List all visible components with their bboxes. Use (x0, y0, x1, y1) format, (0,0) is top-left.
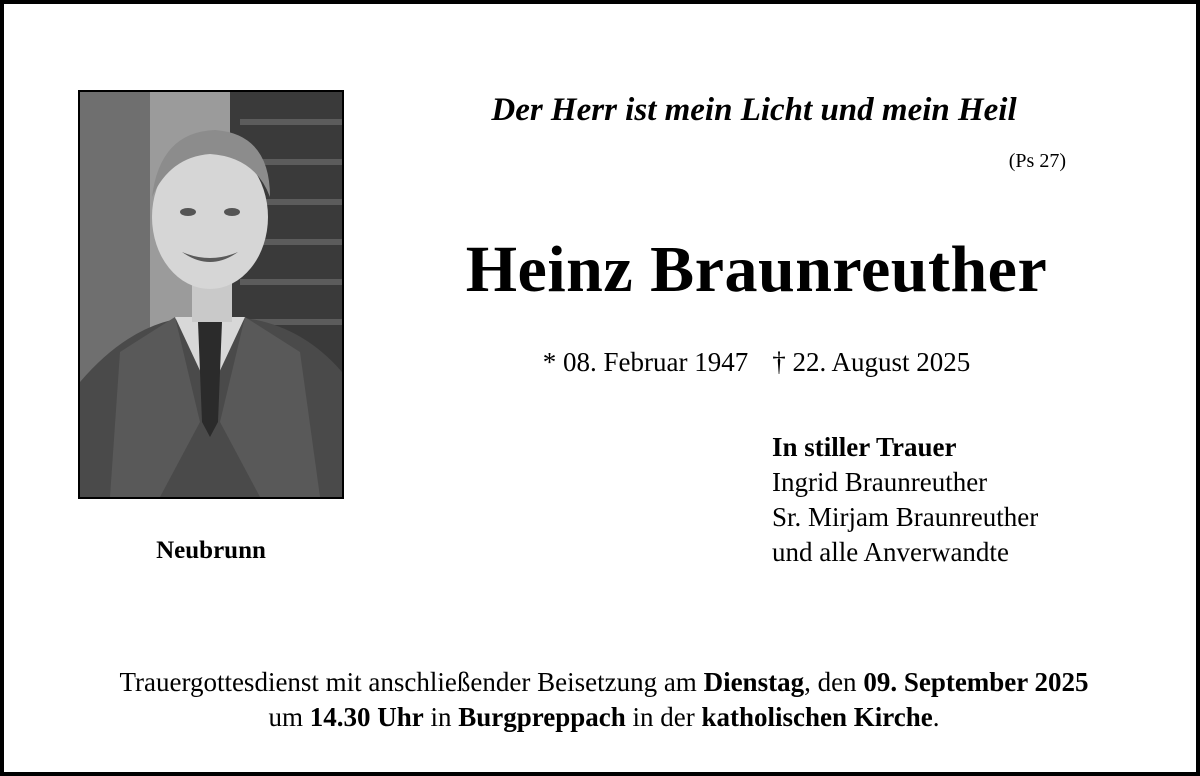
mourner-name: Ingrid Braunreuther (772, 467, 988, 497)
motto-reference: (Ps 27) (1008, 150, 1066, 172)
service-text: in (423, 702, 459, 732)
motto-verse: Der Herr ist mein Licht und mein Heil (491, 92, 1017, 128)
service-line-1 (24, 665, 1184, 700)
service-time: 14.30 Uhr (309, 702, 424, 732)
deceased-name: Heinz Braunreuther (465, 233, 1048, 306)
mourner-name: Sr. Mirjam Braunreuther (772, 502, 1039, 532)
service-line-2 (24, 700, 1184, 735)
life-dates (384, 347, 1129, 378)
service-text: , den (804, 667, 864, 697)
mourners-block (772, 430, 1038, 570)
funeral-service-info (24, 665, 1184, 735)
service-place: Burgpreppach (458, 702, 626, 732)
mourner-name: und alle Anverwandte (772, 537, 1009, 567)
service-text: . (932, 702, 940, 732)
service-text: in der (625, 702, 702, 732)
service-date: 09. September 2025 (863, 667, 1089, 697)
service-day: Dienstag (703, 667, 805, 697)
death-date: † 22. August 2025 (772, 347, 971, 377)
service-text: um (268, 702, 310, 732)
mourners-heading: In stiller Trauer (772, 432, 957, 462)
portrait-photo-icon (78, 90, 344, 499)
birth-date: * 08. Februar 1947 (542, 347, 749, 377)
service-church: katholischen Kirche (701, 702, 933, 732)
place-name: Neubrunn (156, 537, 266, 564)
service-text: Trauergottesdienst mit anschließender Beisetzung am (119, 667, 704, 697)
